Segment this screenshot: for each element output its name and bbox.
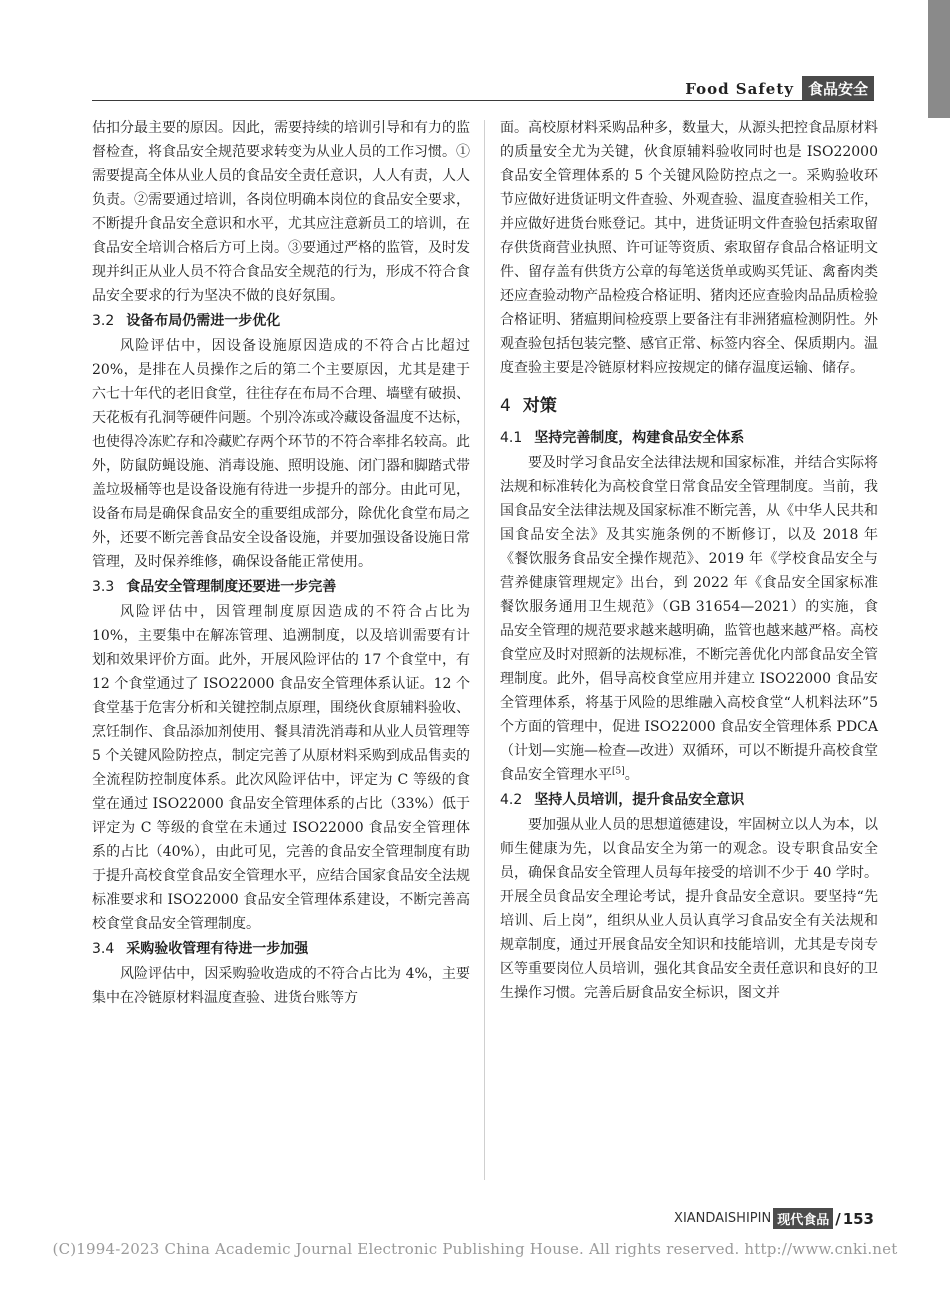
column-divider	[484, 120, 485, 1180]
page-footer	[674, 1208, 874, 1229]
paragraph: 风险评估中，因设备设施原因造成的不符合占比超过 20%，是排在人员操作之后的第二个主要原因，尤其是建于六七十年代的老旧食堂，往往存在布局不合理、墙壁有破损、天花板有孔洞等硬件问题。个别冷冻或冷藏设备温度不达标，也使得冷冻贮存和冷藏贮存两个环节的不符合率排名较高。此外，防鼠防蝇设施、消毒设施、照明设施、闭门器和脚踏式带盖垃圾桶等也是设备设施有待进一步提升的部分。由此可见，设备布局是确保食品安全的重要组成部分，除优化食堂布局之外，还要不断完善食品安全设备设施，并要加强设备设施日常管理，及时保养维修，确保设备能正常使用。	[92, 338, 470, 570]
paragraph-text: 要及时学习食品安全法律法规和国家标准，并结合实际将法规和标准转化为高校食堂日常食品安全管理制度。当前，我国食品安全法律法规及国家标准不断完善，从《中华人民共和国食品安全法》及其实施条例的不断修订，以及 2018 年《餐饮服务食品安全操作规范》、2019 年《学校食品安全与营养健康管理规定》出台，到 2022 年《食品安全国家标准 餐饮服务通用卫生规范》（GB 31654—2021）的实施，食品安全管理的规范要求越来越明确，监管也越来越严格。高校食堂应及时对照新的法规标准，不断完善优化内部食品安全管理制度。此外，倡导高校食堂应用并建立 ISO22000 食品安全管理体系，将基于风险的思维融入高校食堂“人机料法环”5 个方面的管理中，促进 ISO22000 食品安全管理体系 PDCA（计划—实施—检查—改进）双循环，可以不断提升高校食堂食品安全管理水平	[500, 455, 878, 783]
section-number: 4.2	[500, 792, 523, 808]
section-number: 4	[500, 396, 511, 416]
section-heading-3-3	[92, 575, 470, 599]
journal-section-en: Food Safety	[685, 79, 794, 98]
section-title: 坚持人员培训，提升食品安全意识	[534, 792, 745, 808]
section-heading-4-2	[500, 788, 878, 812]
paragraph-continued: 估扣分最主要的原因。因此，需要持续的培训引导和有力的监督检查，将食品安全规范要求转变为从业人员的工作习惯。①需要提高全体从业人员的食品安全责任意识，人人有责，人人负责。②需要通过培训，各岗位明确本岗位的食品安全要求，不断提升食品安全意识和水平，尤其应注意新员工的培训，在食品安全培训合格后方可上岗。③要通过严格的监管，及时发现并纠正从业人员不符合食品安全规范的行为，形成不符合食品安全要求的行为坚决不做的良好氛围。	[92, 120, 470, 304]
section-heading-4	[500, 394, 878, 418]
section-number: 3.2	[92, 313, 115, 329]
paragraph: 要加强从业人员的思想道德建设，牢固树立以人为本，以师生健康为先，以食品安全为第一的观念。设专职食品安全员，确保食品安全管理人员每年接受的培训不少于 40 学时。开展全员食品安全理论考试，提升食品安全意识。要坚持“先培训、后上岗”，组织从业人员认真学习食品安全有关法规和规章制度，通过开展食品安全知识和技能培训，尤其是专岗专区等重要岗位人员培训，强化其食品安全责任意识和良好的卫生操作习惯。完善后厨食品安全标识，图文并	[500, 817, 878, 1001]
section-heading-3-4	[92, 937, 470, 961]
paragraph-end: 。	[624, 767, 639, 783]
paragraph-continued: 面。高校原材料采购品种多，数量大，从源头把控食品原材料的质量安全尤为关键，伙食原辅料验收同时也是 ISO22000 食品安全管理体系的 5 个关键风险防控点之一。采购验收环节应做好进货证明文件查验、外观查验、温度查验相关工作，并应做好进货台账登记。其中，进货证明文件查验包括索取留存供货商营业执照、许可证等资质、索取留存食品合格证明文件、留存盖有供货方公章的每笔送货单或购买凭证、禽畜肉类还应查验动物产品检疫合格证明、猪肉还应查验肉品品质检验合格证明、猪瘟期间检疫票上要备注有非洲猪瘟检测阴性。外观查验包括包装完整、感官正常、标签内容全、保质期内。温度查验主要是冷链原材料应按规定的储存温度运输、储存。	[500, 120, 878, 376]
paragraph: 风险评估中，因管理制度原因造成的不符合占比为 10%，主要集中在解冻管理、追溯制度，以及培训需要有计划和效果评价方面。此外，开展风险评估的 17 个食堂中，有 12 个食堂通过了 ISO22000 食品安全管理体系认证。12 个食堂基于危害分析和关键控制点原理，围绕伙食原辅料验收、烹饪制作、食品添加剂使用、餐具清洗消毒和从业人员管理等 5 个关键风险防控点，制定完善了从原材料采购到成品售卖的全流程防控制度体系。此次风险评估中，评定为 C 等级的食堂在通过 ISO22000 食品安全管理体系的占比（33%）低于评定为 C 等级的食堂在未通过 ISO22000 食品安全管理体系的占比（40%），由此可见，完善的食品安全管理制度有助于提升高校食堂食品安全管理水平，应结合国家食品安全法规标准要求和 ISO22000 食品安全管理体系建设，不断完善高校食堂食品安全管理制度。	[92, 604, 470, 932]
section-heading-4-1	[500, 426, 878, 450]
footer-slash: /	[835, 1209, 841, 1228]
running-header	[685, 76, 874, 101]
section-title: 设备布局仍需进一步优化	[126, 313, 281, 329]
section-number: 3.3	[92, 579, 115, 595]
copyright-notice: (C)1994-2023 China Academic Journal Electronic Publishing House. All rights reserved. http://www.cnki.net	[52, 1240, 898, 1258]
header-rule	[92, 100, 874, 101]
section-heading-3-2	[92, 309, 470, 333]
right-column	[500, 116, 878, 1005]
section-title: 坚持完善制度，构建食品安全体系	[534, 430, 745, 446]
page-edge-tab	[928, 0, 950, 118]
section-number: 4.1	[500, 430, 523, 446]
left-column	[92, 116, 470, 1010]
page-number: 153	[842, 1209, 874, 1228]
journal-name-pinyin: XIANDAISHIPIN	[674, 1211, 772, 1226]
citation-ref: [5]	[612, 766, 625, 777]
section-title: 食品安全管理制度还要进一步完善	[126, 579, 337, 595]
journal-name-zh: 现代食品	[773, 1208, 833, 1229]
section-title: 采购验收管理有待进一步加强	[126, 941, 309, 957]
section-title: 对策	[522, 396, 557, 416]
journal-section-zh: 食品安全	[802, 76, 874, 101]
paragraph	[500, 451, 878, 787]
section-number: 3.4	[92, 941, 115, 957]
paragraph: 风险评估中，因采购验收造成的不符合占比为 4%，主要集中在冷链原材料温度查验、进货台账等方	[92, 966, 470, 1006]
